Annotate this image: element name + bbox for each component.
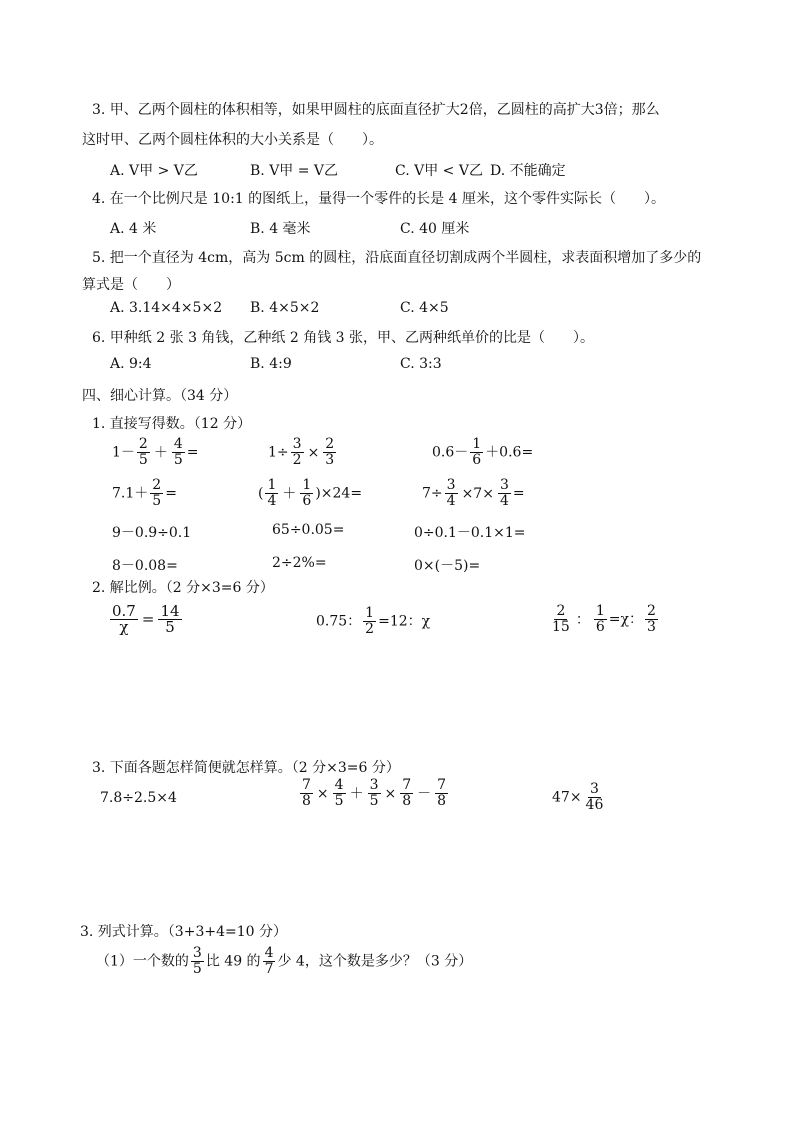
fraction: $\frac{2}{15}$ — [552, 603, 570, 635]
q4-option-c: C. 40 厘米 — [400, 221, 470, 237]
simplify-1: 7.8÷2.5×4 — [100, 790, 177, 806]
q6-option-b: B. 4:9 — [250, 356, 292, 372]
calc-r3-a: 9－0.9÷0.1 — [112, 525, 192, 541]
fraction: $\frac{7}{8}$ — [302, 777, 311, 809]
q5-line1: 5. 把一个直径为 4cm，高为 5cm 的圆柱，沿底面直径切割成两个半圆柱，求表面积增加了多少的 — [92, 250, 702, 266]
fraction: $\frac{2}{3}$ — [646, 603, 656, 635]
fraction: $\frac{3}{5}$ — [192, 945, 202, 977]
calc-r4-b: 2÷2%= — [272, 555, 327, 571]
fraction: $\frac{2}{5}$ — [152, 477, 162, 509]
q3-line2: 这时甲、乙两个圆柱体积的大小关系是（ ）。 — [82, 132, 383, 148]
q3-line1: 3. 甲、乙两个圆柱的体积相等，如果甲圆柱的底面直径扩大2倍，乙圆柱的高扩大3倍；那么 — [92, 102, 660, 118]
q3-option-a: A. V甲 > V乙 — [110, 163, 198, 179]
q5-option-c: C. 4×5 — [400, 300, 449, 316]
fraction: $\frac{7}{8}$ — [437, 777, 447, 809]
section4-title: 四、细心计算。（34 分） — [82, 388, 238, 404]
calc-r3-b: 65÷0.05= — [272, 522, 345, 538]
q5-option-a: A. 3.14×4×5×2 — [110, 300, 223, 316]
fraction: $\frac{7}{8}$ — [402, 777, 412, 809]
fraction: $\frac{2}{5}$ — [138, 436, 148, 468]
q4-line1: 4. 在一个比例尺是 10:1 的图纸上，量得一个零件的长是 4 厘米，这个零件实际长（ ）。 — [92, 191, 665, 207]
q3-option-d: D. 不能确定 — [490, 163, 566, 179]
fraction: $\frac{1}{6}$ — [472, 436, 482, 468]
calc-r1-a: 1－ $\frac{2}{5}$ ＋ $\frac{4}{5}$ = — [112, 436, 199, 468]
fraction: $\frac{3}{2}$ — [292, 436, 302, 468]
fraction: $\frac{1}{6}$ — [302, 477, 312, 509]
fraction: $\frac{4}{5}$ — [334, 777, 344, 809]
fraction: $\frac{1}{2}$ — [365, 605, 375, 637]
calc-r4-a: 8－0.08= — [112, 558, 178, 574]
part1-title: 1. 直接写得数。（12 分） — [92, 416, 252, 432]
part2-title: 2. 解比例。（2 分×3=6 分） — [92, 580, 274, 596]
proportion-3: $\frac{2}{15}$ ： $\frac{1}{6}$ =χ： $\frac{2}{3}$ — [552, 603, 656, 635]
fraction: $\frac{4}{7}$ — [264, 945, 274, 977]
fraction: $\frac{2}{3}$ — [325, 436, 335, 468]
calc-r1-b: 1÷ $\frac{3}{2}$ × $\frac{2}{3}$ — [268, 436, 335, 468]
fraction: $\frac{3}{4}$ — [499, 477, 509, 509]
q6-line1: 6. 甲种纸 2 张 3 角钱，乙种纸 2 角钱 3 张，甲、乙两种纸单价的比是（ ）。 — [92, 330, 595, 346]
q4-option-a: A. 4 米 — [110, 221, 157, 237]
calc-r2-c: 7÷ $\frac{3}{4}$ ×7× $\frac{3}{4}$ = — [422, 477, 525, 509]
simplify-3: 47× $\frac{3}{46}$ — [552, 781, 604, 813]
fraction: $\frac{3}{4}$ — [446, 477, 456, 509]
q5-option-b: B. 4×5×2 — [250, 300, 320, 316]
q6-option-a: A. 9:4 — [110, 356, 152, 372]
calc-r4-c: 0×(－5)= — [414, 558, 481, 574]
fraction: $\frac{1}{4}$ — [267, 477, 277, 509]
fraction: $\frac{0.7}{\chi}$ — [112, 602, 136, 636]
calc-r2-a: 7.1＋ $\frac{2}{5}$ = — [112, 477, 177, 509]
fraction: $\frac{3}{5}$ — [369, 777, 379, 809]
q3-option-c: C. V甲 < V乙 — [395, 163, 483, 179]
calc-r2-b: ( $\frac{1}{4}$ ＋ $\frac{1}{6}$ )×24= — [258, 477, 363, 509]
q3-option-b: B. V甲 = V乙 — [250, 163, 339, 179]
q4-option-b: B. 4 毫米 — [250, 221, 311, 237]
q5-line2: 算式是（ ） — [82, 277, 180, 293]
word-problem-1: （1）一个数的 $\frac{3}{5}$ 比 49 的 $\frac{4}{7}$ 少 4，这个数是多少？（3 分） — [96, 945, 473, 977]
part3-title: 3. 下面各题怎样简便就怎样算。（2 分×3=6 分） — [92, 760, 400, 776]
q6-option-c: C. 3:3 — [400, 356, 442, 372]
fraction: $\frac{14}{5}$ — [160, 602, 180, 636]
fraction: $\frac{3}{46}$ — [585, 781, 604, 813]
fraction: $\frac{1}{6}$ — [595, 603, 605, 635]
proportion-1: $\frac{0.7}{\chi}$ = $\frac{14}{5}$ — [112, 602, 180, 636]
proportion-2: 0.75： $\frac{1}{2}$ =12：χ — [316, 605, 431, 637]
calc-r1-c: 0.6－ $\frac{1}{6}$ ＋0.6= — [432, 436, 534, 468]
section5-title: 3. 列式计算。（3+3+4=10 分） — [80, 924, 287, 940]
fraction: $\frac{4}{5}$ — [173, 436, 183, 468]
simplify-2: $\frac{7}{8}$ × $\frac{4}{5}$ ＋ $\frac{3}{5}$ × $\frac{7}{8}$ － $\frac{7}{8}$ — [302, 777, 447, 809]
calc-r3-c: 0÷0.1－0.1×1= — [414, 525, 526, 541]
